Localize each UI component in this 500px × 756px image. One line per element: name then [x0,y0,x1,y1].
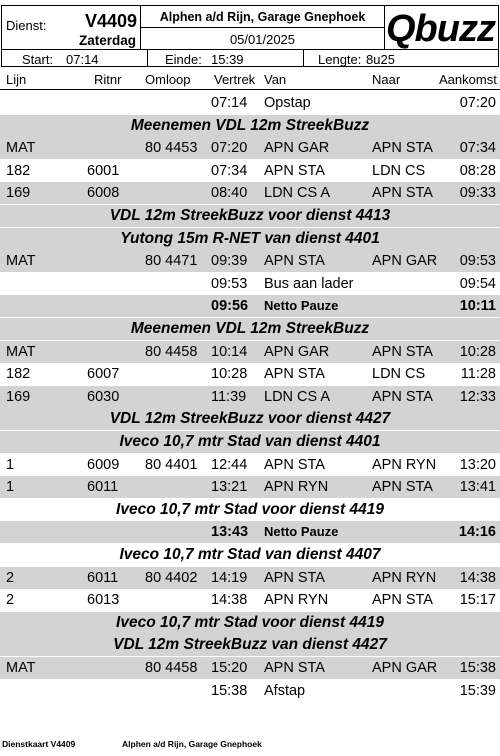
cell-aankomst: 14:38 [459,570,496,586]
column-header-row [0,71,500,89]
cell-vertrek: 13:21 [211,479,248,495]
cell-lijn: 1 [6,457,15,473]
cell-aankomst: 14:16 [458,524,496,540]
cell-vertrek: 14:38 [211,592,248,608]
duty-table [0,92,500,732]
column-header-omloop: Omloop [145,72,191,87]
lengte-label: Lengte: [318,52,362,67]
cell-van: APN STA [264,660,325,676]
table-row [0,273,500,295]
header-divider [303,49,304,67]
cell-aankomst: 13:41 [459,479,496,495]
cell-vertrek: 08:40 [211,185,248,201]
cell-vertrek: 14:19 [211,570,248,586]
cell-van: LDN CS A [264,185,331,201]
qbuzz-logo: Qbuzz [386,8,495,50]
cell-omloop: 80 4471 [145,253,198,269]
cell-naar: APN STA [372,479,433,495]
einde-label: Einde: [165,52,202,67]
cell-omloop: 80 4458 [145,344,198,360]
cell-lijn: 169 [6,185,31,201]
cell-ritnr: 6011 [87,479,119,495]
table-row [0,567,500,589]
start-label: Start: [22,52,54,67]
cell-vertrek: 07:14 [211,95,248,111]
table-row [0,680,500,702]
cell-vertrek: 10:28 [211,366,248,382]
table-row [0,341,500,363]
table-row [0,589,500,611]
column-header-van: Van [264,72,287,87]
cell-ritnr: 6030 [87,389,120,405]
table-row [0,386,500,408]
cell-vertrek: 09:56 [211,298,249,314]
section-header: VDL 12m StreekBuzz voor dienst 4427 [0,408,500,430]
section-header: Iveco 10,7 mtr Stad van dienst 4401 [0,431,500,453]
cell-aankomst: 12:33 [459,389,496,405]
start-time: 07:14 [66,52,99,67]
cell-van: Bus aan lader [264,276,354,292]
cell-van: APN STA [264,366,325,382]
cell-ritnr: 6008 [87,185,120,201]
cell-van: APN RYN [264,592,329,608]
cell-lijn: MAT [6,660,36,676]
cell-naar: LDN CS [372,163,426,179]
einde-time: 15:39 [211,52,244,67]
cell-aankomst: 15:39 [459,683,496,699]
cell-aankomst: 09:33 [459,185,496,201]
cell-vertrek: 10:14 [211,344,248,360]
cell-vertrek: 09:53 [211,276,248,292]
cell-aankomst: 07:20 [459,95,496,111]
cell-naar: APN GAR [372,660,438,676]
cell-vertrek: 12:44 [211,457,248,473]
cell-van: Opstap [264,95,311,111]
table-row [0,454,500,476]
section-header: Yutong 15m R-NET van dienst 4401 [0,228,500,250]
cell-omloop: 80 4402 [145,570,198,586]
cell-vertrek: 11:39 [211,389,247,405]
cell-aankomst: 07:34 [459,140,496,156]
cell-van: LDN CS A [264,389,331,405]
table-row [0,250,500,272]
cell-aankomst: 09:54 [459,276,496,292]
cell-lijn: 2 [6,592,15,608]
pause-row [0,295,500,317]
cell-van: APN STA [264,163,325,179]
cell-aankomst: 09:53 [459,253,496,269]
footer-left: Dienstkaart V4409 [2,739,76,749]
cell-aankomst: 15:38 [459,660,496,676]
table-row [0,182,500,204]
cell-naar: APN STA [372,185,433,201]
section-header: Meenemen VDL 12m StreekBuzz [0,115,500,137]
cell-van: APN STA [264,253,325,269]
cell-van: APN STA [264,570,325,586]
cell-van: APN GAR [264,140,330,156]
section-header: VDL 12m StreekBuzz voor dienst 4413 [0,205,500,227]
dienst-label: Dienst: [6,18,47,33]
cell-lijn: MAT [6,140,36,156]
section-header: Meenemen VDL 12m StreekBuzz [0,318,500,340]
cell-lijn: 182 [6,366,31,382]
cell-ritnr: 6007 [87,366,120,382]
table-row [0,657,500,679]
cell-vertrek: 07:20 [211,140,248,156]
table-row [0,363,500,385]
date-label: 05/01/2025 [229,32,296,47]
cell-vertrek: 09:39 [211,253,248,269]
cell-ritnr: 6009 [87,457,120,473]
section-header: Iveco 10,7 mtr Stad voor dienst 4419 [0,612,500,634]
location-label: Alphen a/d Rijn, Garage Gnephoek [159,10,366,24]
cell-aankomst: 13:20 [459,457,496,473]
cell-vertrek: 15:38 [211,683,248,699]
cell-omloop: 80 4453 [145,140,198,156]
cell-vertrek: 13:43 [211,524,249,540]
section-header: Iveco 10,7 mtr Stad voor dienst 4419 [0,499,500,521]
cell-lijn: MAT [6,344,36,360]
column-header-divider [0,89,500,90]
pause-row [0,521,500,543]
cell-lijn: 169 [6,389,31,405]
column-header-aankomst: Aankomst [439,72,497,87]
cell-van: APN GAR [264,344,330,360]
cell-van: APN RYN [264,479,329,495]
column-header-ritnr: Ritnr [94,72,122,87]
cell-van: Afstap [264,683,306,699]
column-header-lijn: Lijn [6,72,27,87]
cell-omloop: 80 4458 [145,660,198,676]
cell-naar: LDN CS [372,366,426,382]
cell-naar: APN STA [372,140,433,156]
column-header-vertrek: Vertrek [214,72,256,87]
cell-naar: APN RYN [372,570,437,586]
cell-naar: APN GAR [372,253,438,269]
column-header-naar: Naar [372,72,401,87]
cell-aankomst: 15:17 [459,592,496,608]
cell-aankomst: 11:28 [460,366,496,382]
table-row [0,160,500,182]
cell-naar: APN RYN [372,457,437,473]
table-row [0,92,500,114]
cell-lijn: MAT [6,253,36,269]
cell-lijn: 2 [6,570,15,586]
cell-ritnr: 6013 [87,592,120,608]
cell-ritnr: 6011 [87,570,119,586]
header-divider [147,49,148,67]
cell-van: APN STA [264,457,325,473]
cell-van: Netto Pauze [264,298,339,313]
cell-aankomst: 08:28 [459,163,496,179]
cell-lijn: 182 [6,163,31,179]
cell-naar: APN STA [372,389,433,405]
dienst-number: V4409 [85,11,138,31]
cell-aankomst: 10:28 [459,344,496,360]
section-header: VDL 12m StreekBuzz van dienst 4427 [0,634,500,656]
cell-omloop: 80 4401 [145,457,198,473]
section-header: Iveco 10,7 mtr Stad van dienst 4407 [0,544,500,566]
cell-vertrek: 07:34 [211,163,248,179]
cell-aankomst: 10:11 [459,298,496,314]
lengte-value: 8u25 [366,52,395,67]
cell-vertrek: 15:20 [211,660,248,676]
footer-right: Alphen a/d Rijn, Garage Gnephoek [122,739,262,749]
cell-naar: APN STA [372,592,433,608]
day-label: Zaterdag [79,33,137,48]
cell-lijn: 1 [6,479,15,495]
cell-naar: APN STA [372,344,433,360]
header-divider [140,27,385,28]
cell-ritnr: 6001 [87,163,120,179]
table-row [0,137,500,159]
cell-van: Netto Pauze [264,524,339,539]
table-row [0,476,500,498]
